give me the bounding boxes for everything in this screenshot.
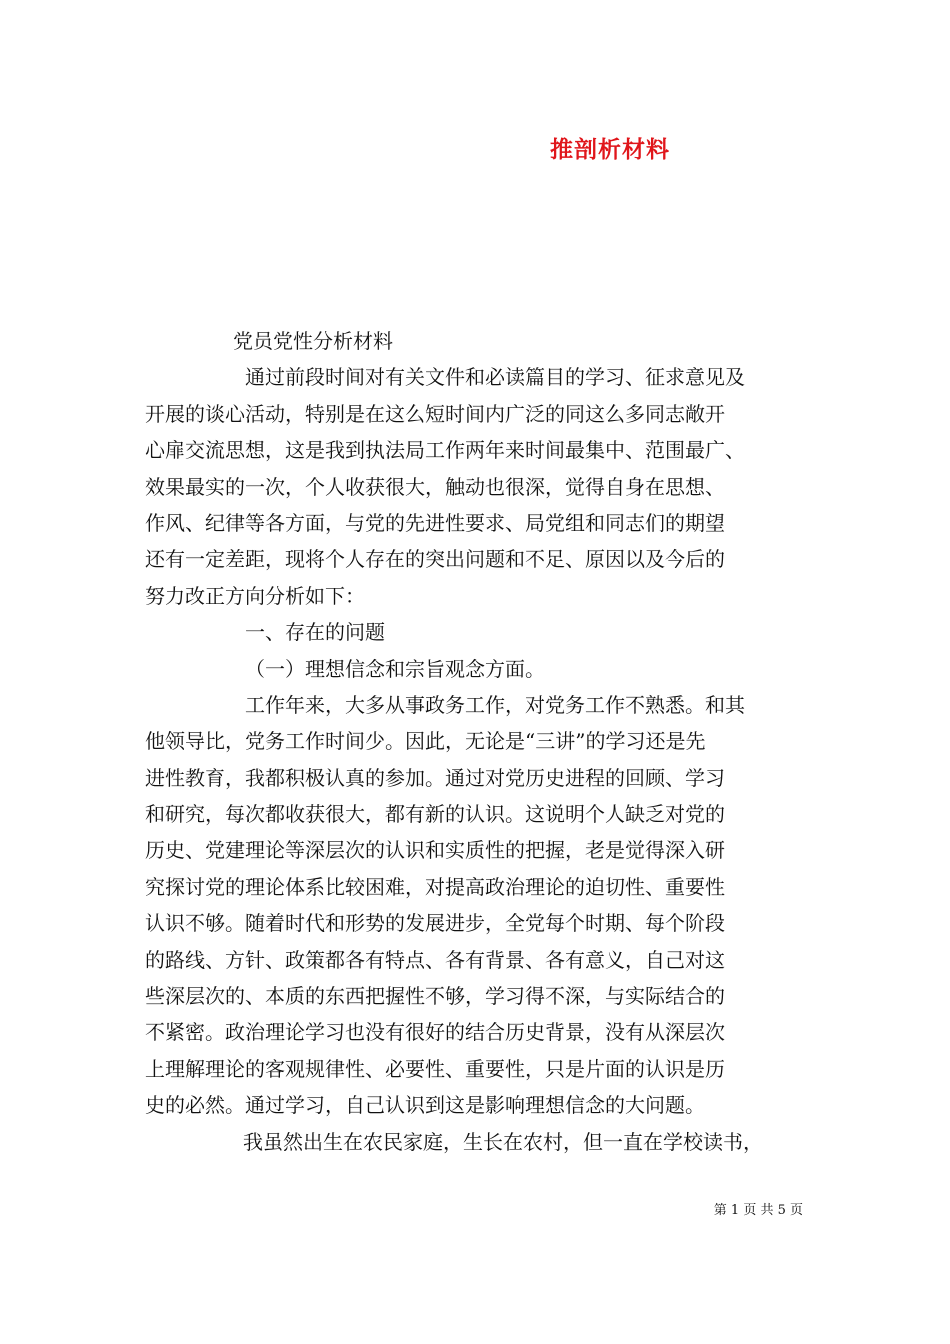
paragraph-line: 和研究，每次都收获很大，都有新的认识。这说明个人缺乏对党的 (145, 802, 725, 827)
paragraph-line: 认识不够。随着时代和形势的发展进步，全党每个时期、每个阶段 (145, 911, 725, 936)
paragraph-line: 历史、党建理论等深层次的认识和实质性的把握，老是觉得深入研 (145, 838, 725, 863)
paragraph-line: 通过前段时间对有关文件和必读篇目的学习、征求意见及 (245, 365, 745, 390)
paragraph-line: 进性教育，我都积极认真的参加。通过对党历史进程的回顾、学习 (145, 765, 725, 790)
paragraph-line: 工作年来，大多从事政务工作，对党务工作不熟悉。和其 (245, 692, 745, 717)
page-title: 推剖析材料 (550, 136, 670, 163)
section-heading: 一、存在的问题 (245, 620, 385, 645)
paragraph-line: 效果最实的一次，个人收获很大，触动也很深，觉得自身在思想、 (145, 474, 725, 499)
page-number-footer: 第 1 页 共 5 页 (713, 1203, 803, 1218)
paragraph-line: 的路线、方针、政策都各有特点、各有背景、各有意义，自己对这 (145, 947, 725, 972)
paragraph-line: 还有一定差距，现将个人存在的突出问题和不足、原因以及今后的 (145, 547, 725, 572)
paragraph-line: 心扉交流思想，这是我到执法局工作两年来时间最集中、范围最广、 (145, 438, 745, 463)
paragraph-line: 努力改正方向分析如下： (145, 583, 365, 608)
paragraph-line: 开展的谈心活动，特别是在这么短时间内广泛的同这么多同志敞开 (145, 401, 725, 426)
paragraph-line: 究探讨党的理论体系比较困难，对提高政治理论的迫切性、重要性 (145, 874, 725, 899)
document-body (145, 323, 825, 1160)
paragraph-line: 我虽然出生在农民家庭，生长在农村，但一直在学校读书， (243, 1129, 763, 1154)
paragraph-line: 作风、纪律等各方面，与党的先进性要求、局党组和同志们的期望 (145, 510, 725, 535)
subsection-heading: （一）理想信念和宗旨观念方面。 (245, 656, 545, 681)
paragraph-line: 他领导比，党务工作时间少。因此，无论是“三讲”的学习还是先 (145, 729, 706, 754)
paragraph-line: 上理解理论的客观规律性、必要性、重要性，只是片面的认识是历 (145, 1056, 725, 1081)
paragraph-line: 些深层次的、本质的东西把握性不够，学习得不深，与实际结合的 (145, 984, 725, 1009)
paragraph-line: 不紧密。政治理论学习也没有很好的结合历史背景，没有从深层次 (145, 1020, 725, 1045)
document-heading: 党员党性分析材料 (233, 329, 393, 353)
paragraph-line: 史的必然。通过学习，自己认识到这是影响理想信念的大问题。 (145, 1093, 705, 1118)
